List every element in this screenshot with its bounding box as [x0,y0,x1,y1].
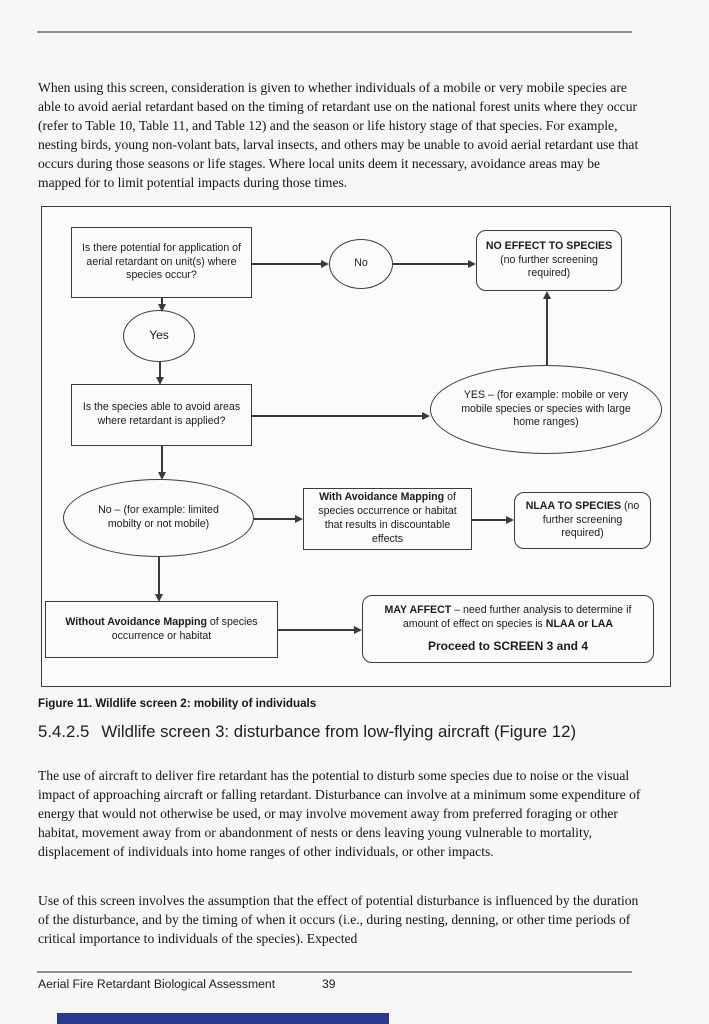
highlight-bar [57,1013,389,1024]
arrow-q1-to-yes [161,298,163,305]
node-label-bold: With Avoidance Mapping [319,491,445,504]
body-paragraph-2: The use of aircraft to deliver fire retardant has the potential to disturb some species due to noise or the visual impact of approaching aircraft or falling retardant. Disturbance can involve at a minimum some expenditure of energy that would not otherwise be used, or may involve movement away from preferred foraging or other habitat, movement away from or abandonment of nests or dens leaving young vulnerable to mortality, displacement of individuals into home ranges of other individuals, or other impacts. [38,767,641,859]
node-label-rest: of species occurrence or habitat that results in discountable effects [318,491,457,545]
arrowhead-right-icon [321,260,329,268]
arrow-withoutmapping-to-mayaffect [278,629,355,631]
flowchart-node-yes-mobile [430,365,662,454]
header-rule [37,31,632,33]
arrow-q2-to-yesmobile [252,415,423,417]
node-label-rest: (no further screening required) [542,499,640,540]
section-number: 5.4.2.5 [38,722,90,741]
arrowhead-down-icon [155,594,163,602]
footer-title: Aerial Fire Retardant Biological Assessment [38,977,276,991]
arrow-q2-to-nolimited [161,446,163,473]
node-label-rest: – need further analysis to determine if amount of effect on species is [402,603,632,630]
arrowhead-right-icon [422,412,430,420]
node-label-bold: NLAA TO SPECIES [525,499,622,512]
arrowhead-right-icon [295,515,303,523]
arrowhead-down-icon [158,304,166,312]
flowchart-node-yes-decision [123,310,195,362]
flowchart-node-without-avoidance-mapping [45,601,278,658]
arrowhead-up-icon [543,291,551,299]
body-paragraph-1: When using this screen, consideration is given to whether individuals of a mobile or very mobile species are able to avoid aerial retardant based on the timing of retardant use on the national forest units where they occur (refer to Table 10, Table 11, and Table 12) and the season or life history stage of that species. For example, nesting birds, young non-volant bats, larval insects, and others may be unable to avoid aerial retardant use that occurs during those seasons or life stages. Where local units deem it necessary, avoidance areas may be mapped for to limit potential impacts during those times. [38,79,639,190]
flowchart-node-question-application [71,227,252,298]
node-label-proceed: Proceed to SCREEN 3 and 4 [427,638,589,653]
arrow-no-to-noeffect [393,263,469,265]
node-label-bold: NO EFFECT TO SPECIES [485,239,613,252]
arrowhead-down-icon [158,472,166,480]
arrow-nolimited-to-withoutmapping [158,557,160,595]
node-label-bold: Without Avoidance Mapping [65,615,207,628]
arrowhead-right-icon [468,260,476,268]
node-label: No – (for example: limited mobilty or not mobile) [98,504,219,530]
node-label-rest: of species occurrence or habitat [111,615,258,642]
figure-caption: Figure 11. Wildlife screen 2: mobility of individuals [38,697,317,710]
node-label: No [354,257,368,270]
flowchart-node-nlaa [514,492,651,549]
flowchart-node-question-avoid [71,384,252,446]
arrowhead-right-icon [506,516,514,524]
arrowhead-right-icon [354,626,362,634]
arrow-yes-to-q2 [159,362,161,378]
footer-rule [37,971,632,973]
node-label: Yes [149,328,169,343]
arrowhead-down-icon [156,377,164,385]
flowchart-figure [41,206,671,687]
node-label: Is there potential for application of aerial retardant on unit(s) where species occur? [81,241,241,282]
body-paragraph-3: Use of this screen involves the assumption that the effect of potential disturbance is influenced by the duration of the disturbance, and by the timing of when it occurs (i.e., during nesting, denning, or other time periods of critical importance to individuals of the species). Expected [38,892,639,946]
flowchart-node-no-decision [329,239,393,289]
arrow-withmapping-to-nlaa [472,519,507,521]
node-label-bold2: NLAA or LAA [545,617,614,630]
arrow-yesmobile-to-noeffect [546,298,548,365]
arrow-nolimited-to-withmapping [254,518,296,520]
section-title: Wildlife screen 3: disturbance from low-flying aircraft (Figure 12) [101,722,577,741]
node-label-bold: MAY AFFECT [384,603,452,616]
flowchart-node-with-avoidance-mapping [303,488,472,550]
page-number: 39 [322,977,336,991]
node-label: YES – (for example: mobile or very mobile species or species with large home ranges) [461,388,631,429]
arrow-q1-to-no [252,263,322,265]
flowchart-node-may-affect [362,595,654,663]
flowchart-node-no-limited-mobility [63,479,254,557]
flowchart-node-no-effect [476,230,622,291]
section-heading [38,722,576,742]
node-label-rest: (no further screening required) [500,253,598,280]
node-label: Is the species able to avoid areas where retardant is applied? [82,401,241,427]
